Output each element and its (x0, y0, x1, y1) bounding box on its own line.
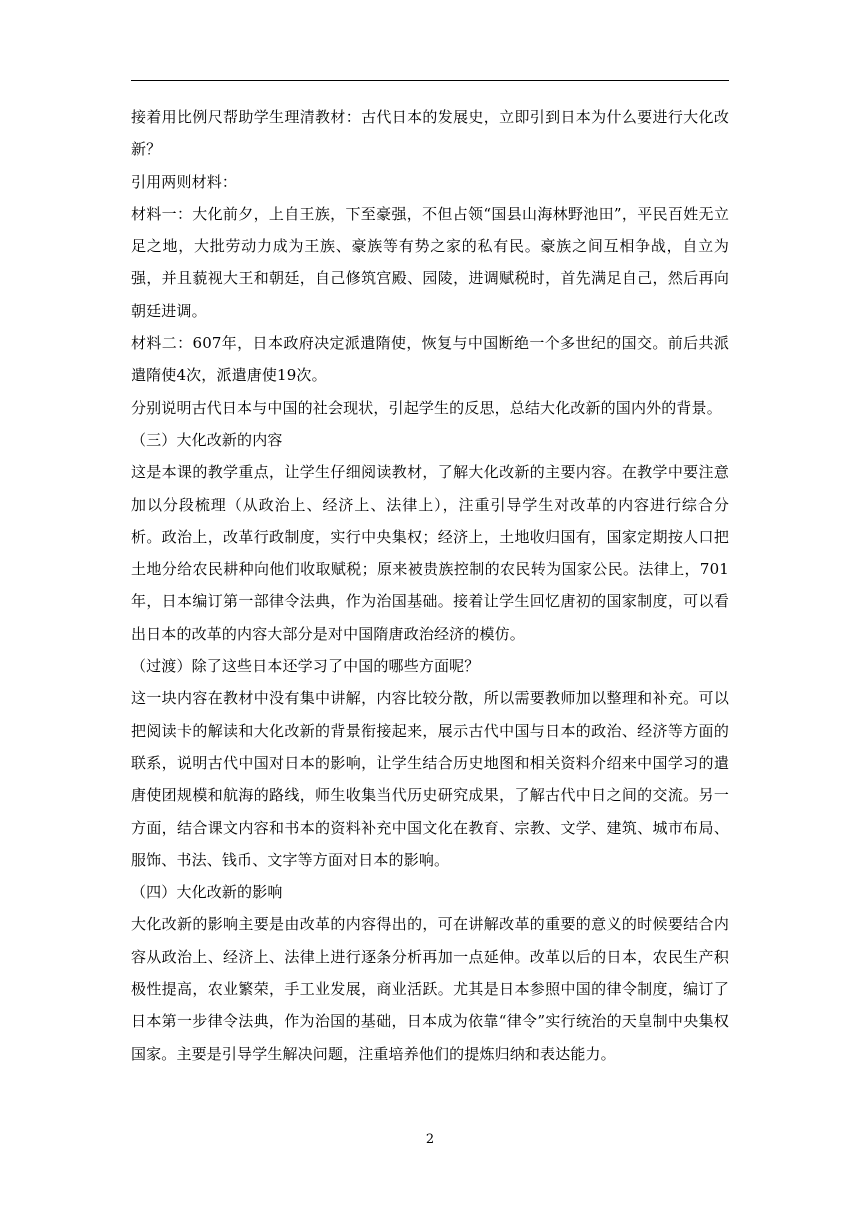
paragraph-background-summary: 分别说明古代日本与中国的社会现状，引起学生的反思，总结大化改新的国内外的背景。 (131, 398, 722, 417)
paragraph-transition: （过渡）除了这些日本还学习了中国的哪些方面呢？ (131, 657, 480, 676)
paragraph-reform-content: 这是本课的教学重点，让学生仔细阅读教材，了解大化改新的主要内容。在教学中要注意加以分段梳理（从政治上、经济上、法律上），注重引导学生对改革的内容进行综合分析。政治上，改革行政制度，实行中央集权；经济上，土地收归国有，国家定期按人口把土地分给农民耕种向他们收取赋税；原来被贵族控制的农民转为国家公民。法律上，701年，日本编订第一部律令法典，作为治国基础。接着让学生回忆唐初的国家制度，可以看出日本的改革的内容大部分是对中国隋唐政治经济的模仿。 (131, 463, 729, 643)
header-rule (131, 80, 729, 81)
body-text (131, 101, 729, 1070)
page-number: 2 (425, 1132, 435, 1147)
section-heading-content: （三）大化改新的内容 (131, 430, 283, 449)
paragraph-intro: 接着用比例尺帮助学生理清教材：古代日本的发展史，立即引到日本为什么要进行大化改新？ (131, 108, 729, 159)
section-heading-impact: （四）大化改新的影响 (131, 883, 283, 902)
paragraph-material-two: 材料二：607年，日本政府决定派遣隋使，恢复与中国断绝一个多世纪的国交。前后共派遣隋使4次，派遣唐使19次。 (131, 334, 729, 385)
paragraph-material-one: 材料一：大化前夕，上自王族，下至豪强，不但占领“国县山海林野池田”，平民百姓无立足之地，大批劳动力成为王族、豪族等有势之家的私有民。豪族之间互相争战，自立为强，并且藐视大王和朝廷，自己修筑宫殿、园陵，进调赋税时，首先满足自己，然后再向朝廷进调。 (131, 204, 729, 320)
paragraph-china-influence: 这一块内容在教材中没有集中讲解，内容比较分散，所以需要教师加以整理和补充。可以把阅读卡的解读和大化改新的背景衔接起来，展示古代中国与日本的政治、经济等方面的联系，说明古代中国对日本的影响，让学生结合历史地图和相关资料介绍来中国学习的遣唐使团规模和航海的路线，师生收集当代历史研究成果，了解古代中日之间的交流。另一方面，结合课文内容和书本的资料补充中国文化在教育、宗教、文学、建筑、城市布局、服饰、书法、钱币、文字等方面对日本的影响。 (131, 689, 729, 869)
paragraph-reform-impact: 大化改新的影响主要是由改革的内容得出的，可在讲解改革的重要的意义的时候要结合内容从政治上、经济上、法律上进行逐条分析再加一点延伸。改革以后的日本，农民生产积极性提高，农业繁荣，手工业发展，商业活跃。尤其是日本参照中国的律令制度，编订了日本第一步律令法典，作为治国的基础，日本成为依靠“律令”实行统治的天皇制中央集权国家。主要是引导学生解决问题，注重培养他们的提炼归纳和表达能力。 (131, 915, 729, 1063)
paragraph-materials-lead: 引用两则材料： (131, 172, 238, 191)
